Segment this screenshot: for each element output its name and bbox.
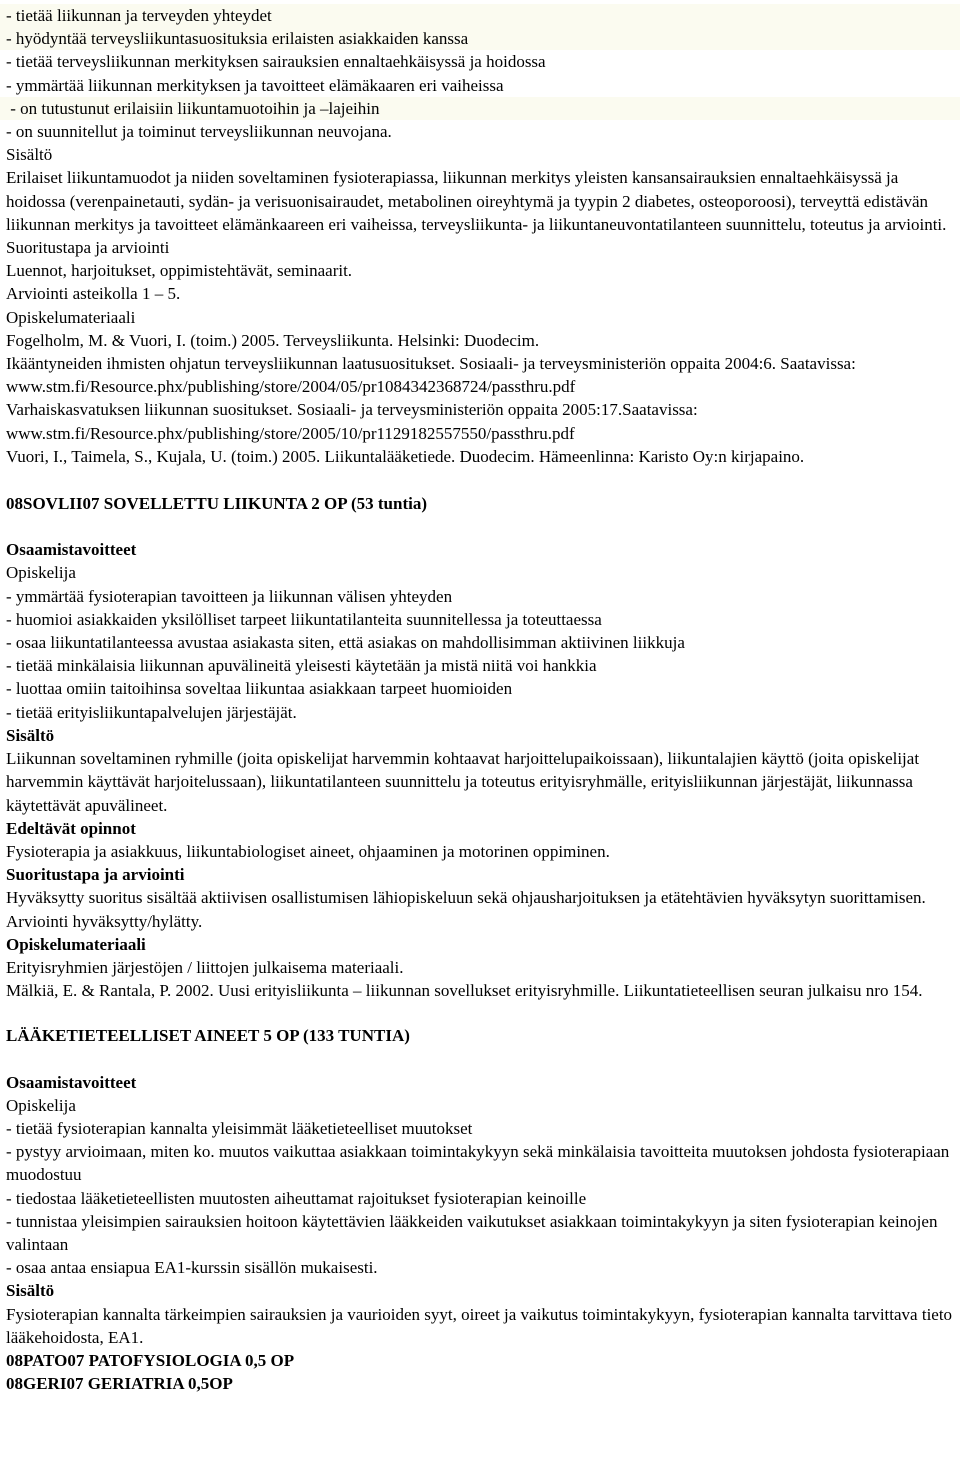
sisalto-paragraph: Fysioterapian kannalta tärkeimpien sairauksien ja vaurioiden syyt, oireet ja vaikutus toimintakykyyn, fysioterapian kannalta tarvittava tieto lääkehoidosta, EA1. <box>6 1304 953 1347</box>
section-heading-osaamistavoitteet: Osaamistavoitteet <box>6 540 137 560</box>
list-item: - tiedostaa lääketieteellisten muutosten aiheuttamat rajoitukset fysioterapian keinoille <box>6 1188 587 1208</box>
sisalto-paragraph: Liikunnan soveltaminen ryhmille (joita opiskelijat harvemmin kohtaavat harjoittelupaikoissaan), liikuntalajien käyttö (joita opiskelijat harvemmin käyttävät harjoitelussaan), liikuntatilanteen suunnittelu ja toteutus erityisryhmälle, erityisliikunnan järjestäjät, liikunnassa käytettävät apuvälineet. <box>6 749 920 815</box>
reference-item: Mälkiä, E. & Rantala, P. 2002. Uusi erityisliikunta – liikunnan sovellukset erityisryhmille. Liikuntatieteellisen seuran julkaisu nro 154. <box>6 981 923 1001</box>
reference-item: Ikääntyneiden ihmisten ohjatun terveysliikunnan laatusuositukset. Sosiaali- ja terveysministeriön oppaita 2004:6. Saatavissa: www.stm.fi/Resource.phx/publishing/store/2004/05/pr1084342368724/passthru.pdf <box>6 354 856 397</box>
section-heading-suoritustapa: Suoritustapa ja arviointi <box>6 865 185 885</box>
subcourse-title: 08PATO07 PATOFYSIOLOGIA 0,5 OP <box>6 1350 295 1370</box>
suoritus-paragraph: Hyväksytty suoritus sisältää aktiivisen osallistumisen lähiopiskeluun sekä ohjausharjoituksen ja etätehtävien hyväksytyn suorittamisen. <box>6 888 926 908</box>
list-item: - pystyy arvioimaan, miten ko. muutos vaikuttaa asiakkaan toimintakykyyn sekä minkälaisia tavoitteita muutoksen johdosta fysioterapiaan muodostuu <box>6 1142 950 1185</box>
reference-item: Varhaiskasvatuksen liikunnan suositukset. Sosiaali- ja terveysministeriön oppaita 2005:17.Saatavissa: www.stm.fi/Resource.phx/publishing/store/2005/10/pr1129182557550/passthru.pdf <box>6 400 698 443</box>
list-item: - ymmärtää fysioterapian tavoitteen ja liikunnan välisen yhteyden <box>6 586 453 606</box>
opiskelija-label: Opiskelija <box>6 563 76 583</box>
list-item: - on suunnitellut ja toiminut terveysliikunnan neuvojana. <box>6 122 392 142</box>
suoritus-line: Arviointi asteikolla 1 – 5. <box>6 284 181 304</box>
section-heading-sisalto: Sisältö <box>6 145 53 165</box>
list-item: - tietää terveysliikunnan merkityksen sairauksien ennaltaehkäisyssä ja hoidossa <box>6 52 546 72</box>
list-item: - osaa antaa ensiapua EA1-kurssin sisällön mukaisesti. <box>6 1258 378 1278</box>
list-item: - hyödyntää terveysliikuntasuosituksia erilaisten asiakkaiden kanssa <box>0 27 960 50</box>
suoritus-line: Luennot, harjoitukset, oppimistehtävät, seminaarit. <box>6 261 353 281</box>
edeltavat-text: Fysioterapia ja asiakkuus, liikuntabiologiset aineet, ohjaaminen ja motorinen oppiminen. <box>6 841 610 861</box>
section-heading-osaamistavoitteet: Osaamistavoitteet <box>6 1072 137 1092</box>
sisalto-paragraph: Erilaiset liikuntamuodot ja niiden soveltaminen fysioterapiassa, liikunnan merkitys yleisten kansansairauksien ennaltaehkäisyssä ja hoidossa (verenpainetauti, sydän- ja verisuonisairaudet, metabolinen oireyhtymä ja tyypin 2 diabetes, osteoporoosi), terveyttä edistävän liikunnan merkitys ja tavoitteet elämänkaareen eri vaiheissa, terveysliikunta- ja liikuntaneuvontatilanteen suunnittelu, toteutus ja arviointi. <box>6 168 947 234</box>
intro-bullet-list <box>6 4 954 143</box>
list-item: - luottaa omiin taitoihinsa soveltaa liikuntaa asiakkaan tarpeet huomioiden <box>6 679 513 699</box>
list-item: - on tutustunut erilaisiin liikuntamuotoihin ja –lajeihin <box>0 97 960 120</box>
list-item: - osaa liikuntatilanteessa avustaa asiakasta siten, että asiakas on mahdollisimman aktiivinen liikkuja <box>6 633 685 653</box>
reference-item: Erityisryhmien järjestöjen / liittojen julkaisema materiaali. <box>6 957 404 977</box>
goal-list <box>6 585 954 724</box>
list-item: - huomioi asiakkaiden yksilölliset tarpeet liikuntatilanteita suunnitellessa ja toteuttaessa <box>6 609 602 629</box>
section-laaketieteelliset-aineet <box>6 1024 954 1395</box>
course-title: 08SOVLII07 SOVELLETTU LIIKUNTA 2 OP (53 tuntia) <box>6 494 427 514</box>
list-item: - tietää fysioterapian kannalta yleisimmät lääketieteelliset muutokset <box>6 1118 473 1138</box>
list-item: - tietää minkälaisia liikunnan apuvälineitä yleisesti käytetään ja mistä niitä voi hankkia <box>6 656 597 676</box>
section-heading-materiaali: Opiskelumateriaali <box>6 934 146 954</box>
arviointi-text: Arviointi hyväksytty/hylätty. <box>6 911 203 931</box>
section-terveysliikunta <box>6 143 954 468</box>
list-item: - tietää liikunnan ja terveyden yhteydet <box>0 4 960 27</box>
opiskelija-label: Opiskelija <box>6 1095 76 1115</box>
list-item: - tietää erityisliikuntapalvelujen järjestäjät. <box>6 702 297 722</box>
reference-item: Vuori, I., Taimela, S., Kujala, U. (toim.) 2005. Liikuntalääketiede. Duodecim. Hämeenlinna: Karisto Oy:n kirjapaino. <box>6 446 805 466</box>
reference-item: Fogelholm, M. & Vuori, I. (toim.) 2005. Terveysliikunta. Helsinki: Duodecim. <box>6 330 540 350</box>
course-title: LÄÄKETIETEELLISET AINEET 5 OP (133 TUNTIA) <box>6 1026 410 1046</box>
section-heading-sisalto: Sisältö <box>6 1281 55 1301</box>
section-heading-edeltavat: Edeltävät opinnot <box>6 818 136 838</box>
list-item: - tunnistaa yleisimpien sairauksien hoitoon käytettävien lääkkeiden vaikutukset asiakkaan toimintakykyyn ja siten fysioterapian keinojen valintaan <box>6 1211 938 1254</box>
list-item: - ymmärtää liikunnan merkityksen ja tavoitteet elämäkaaren eri vaiheissa <box>6 75 504 95</box>
section-sovellettu-liikunta <box>6 492 954 1002</box>
subcourse-title: 08GERI07 GERIATRIA 0,5OP <box>6 1374 233 1394</box>
section-heading-materiaali: Opiskelumateriaali <box>6 307 136 327</box>
section-heading-suoritustapa: Suoritustapa ja arviointi <box>6 238 170 258</box>
section-heading-sisalto: Sisältö <box>6 725 55 745</box>
goal-list <box>6 1117 954 1279</box>
